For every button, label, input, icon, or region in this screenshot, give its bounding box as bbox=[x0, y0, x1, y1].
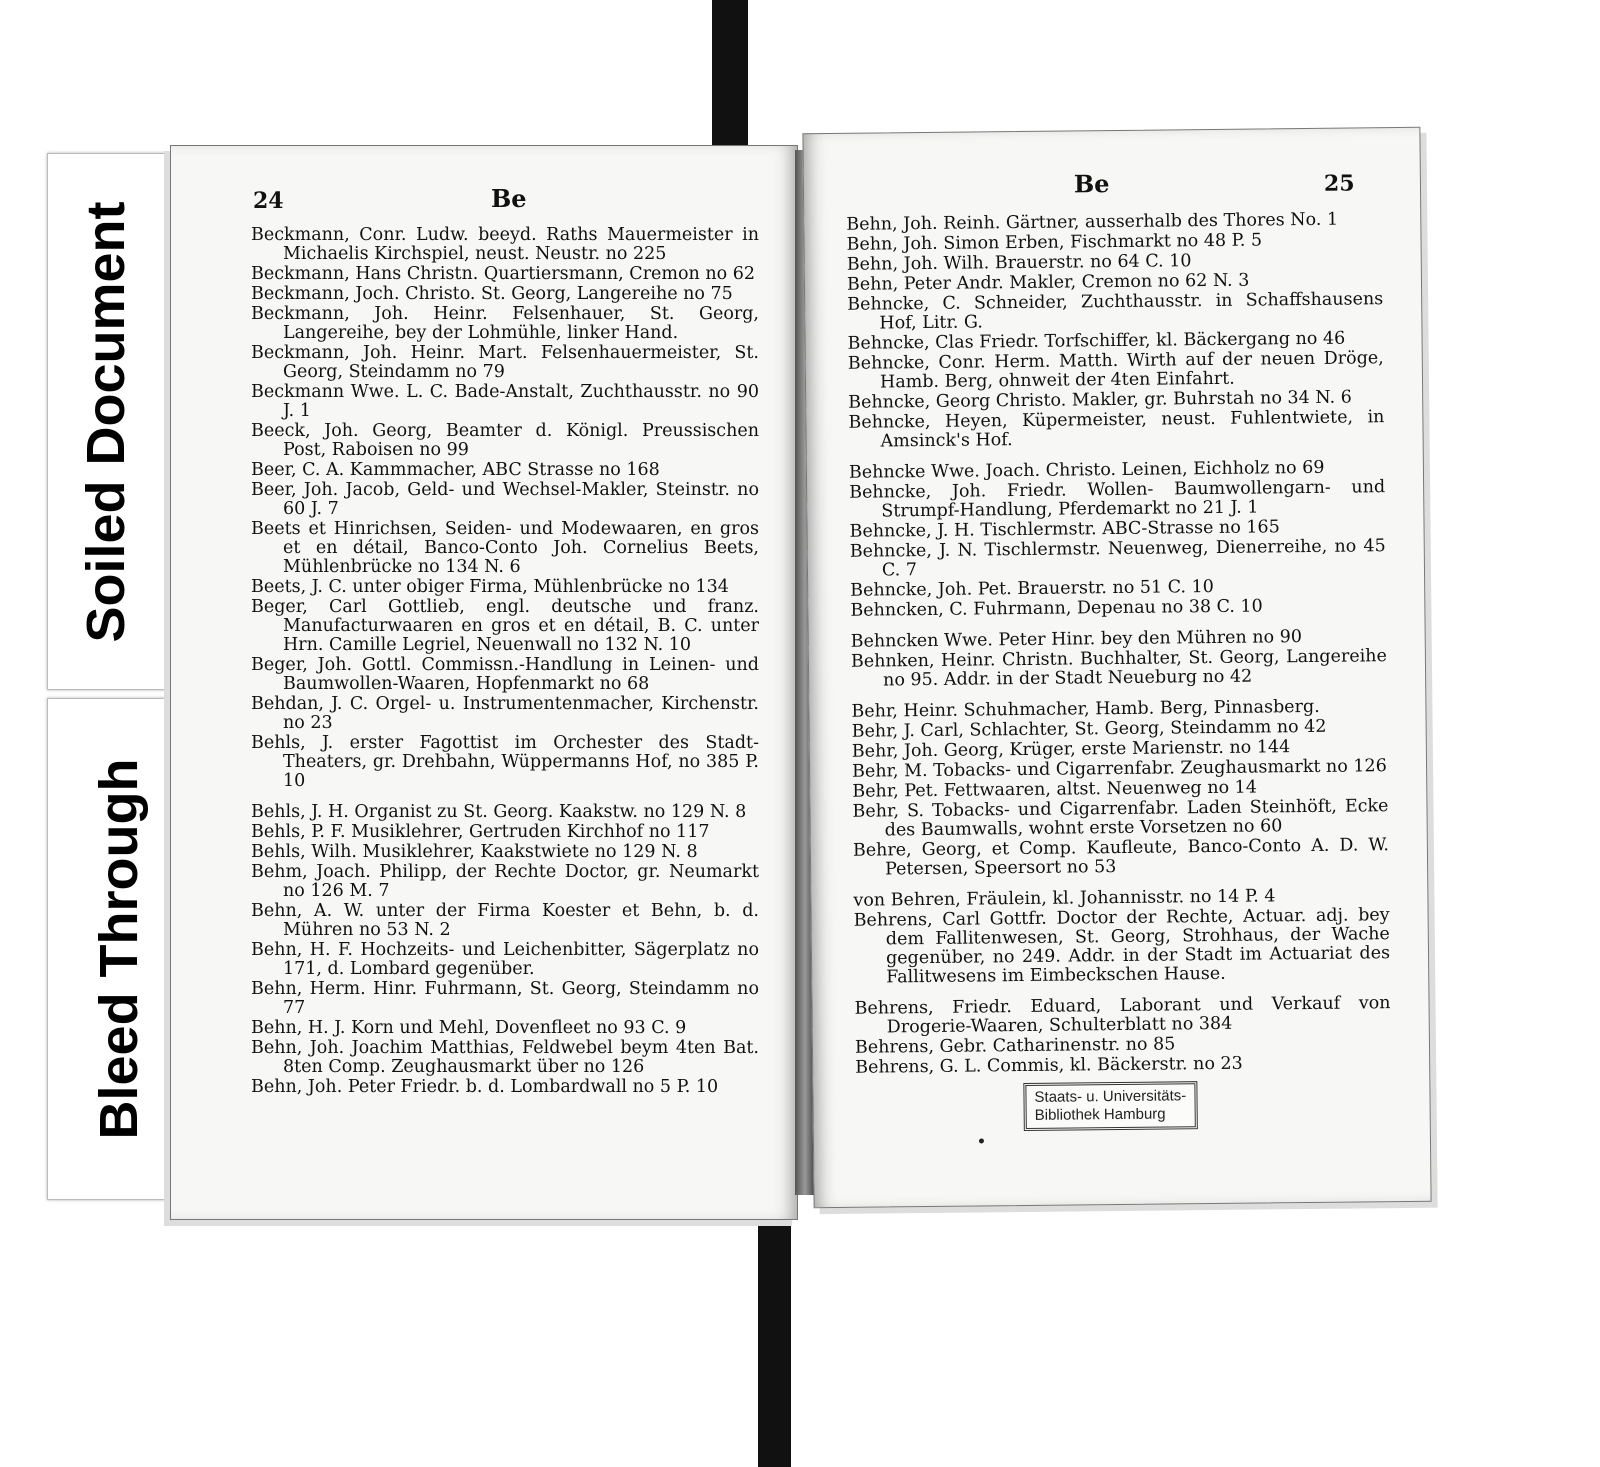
directory-entry: Behre, Georg, et Comp. Kaufleute, Banco-Conto A. D. W. Petersen, Speersort no 53 bbox=[852, 835, 1389, 880]
directory-entry: Beckmann Wwe. L. C. Bade-Anstalt, Zuchthausstr. no 90 J. 1 bbox=[251, 382, 759, 421]
directory-entry: Behls, Wilh. Musiklehrer, Kaakstwiete no 129 N. 8 bbox=[251, 842, 698, 862]
directory-entry: Behncke, J. H. Tischlermstr. ABC-Strasse no 165 bbox=[849, 517, 1280, 542]
left-page-header bbox=[171, 146, 797, 216]
bleed-through-text: Bleed Through bbox=[88, 758, 149, 1140]
directory-entry: Behncken, C. Fuhrmann, Depenau no 38 C. 10 bbox=[850, 596, 1263, 621]
directory-entry: Behls, J. erster Fagottist im Orchester des Stadt-Theaters, gr. Drehbahn, Wüppermanns Hof, no 385 P. 10 bbox=[251, 733, 759, 791]
ink-dot bbox=[979, 1138, 984, 1143]
bleed-through-label bbox=[47, 698, 190, 1200]
directory-entry: Behn, A. W. unter der Firma Koester et Behn, b. d. Mühren no 53 N. 2 bbox=[251, 901, 759, 940]
directory-entry: Behr, J. Carl, Schlachter, St. Georg, Steindamm no 42 bbox=[851, 716, 1327, 742]
left-page bbox=[170, 145, 798, 1220]
directory-entry: Behncke, Clas Friedr. Torfschiffer, kl. Bäckergang no 46 bbox=[847, 328, 1346, 354]
directory-entry: Behn, Herm. Hinr. Fuhrmann, St. Georg, Steindamm no 77 bbox=[251, 979, 759, 1018]
directory-entry: Behncke, Heyen, Küpermeister, neust. Fuhlentwiete, in Amsinck's Hof. bbox=[848, 407, 1385, 452]
directory-entry: Behncke, Joh. Friedr. Wollen- Baumwollengarn- und Strumpf-Handlung, Pferdemarkt no 21 J. 1 bbox=[849, 477, 1386, 522]
binding-strap-top bbox=[712, 0, 748, 150]
right-page-header bbox=[803, 128, 1420, 204]
left-running-head: Be bbox=[491, 184, 527, 213]
directory-entry: Behrens, Gebr. Catharinenstr. no 85 bbox=[854, 1034, 1176, 1058]
directory-entry: Beer, Joh. Jacob, Geld- und Wechsel-Makler, Steinstr. no 60 J. 7 bbox=[251, 480, 759, 519]
directory-entry: Behncke, Conr. Herm. Matth. Wirth auf der neuen Dröge, Hamb. Berg, ohnweit der 4ten Einfahrt. bbox=[847, 348, 1384, 393]
directory-entry: Beets, J. C. unter obiger Firma, Mühlenbrücke no 134 bbox=[251, 577, 729, 597]
directory-entry: Behncke, J. N. Tischlermstr. Neuenweg, Dienerreihe, no 45 C. 7 bbox=[849, 536, 1386, 581]
right-page-number: 25 bbox=[1323, 170, 1355, 197]
directory-entry: von Behren, Fräulein, kl. Johannisstr. no 14 P. 4 bbox=[853, 886, 1276, 911]
directory-entry: Beger, Joh. Gottl. Commissn.-Handlung in Leinen- und Baumwollen-Waaren, Hopfenmarkt no 68 bbox=[251, 655, 759, 694]
directory-entry: Behr, M. Tobacks- und Cigarrenfabr. Zeughausmarkt no 126 bbox=[851, 756, 1387, 782]
directory-entry: Behncken Wwe. Peter Hinr. bey den Mühren no 90 bbox=[850, 627, 1303, 652]
directory-entry: Beckmann, Hans Christn. Quartiersmann, Cremon no 62 bbox=[251, 264, 756, 284]
directory-entry: Beckmann, Joh. Heinr. Mart. Felsenhauermeister, St. Georg, Steindamm no 79 bbox=[251, 343, 759, 382]
directory-entry: Behn, Peter Andr. Makler, Cremon no 62 N. 3 bbox=[846, 270, 1250, 295]
library-stamp bbox=[1023, 1081, 1197, 1131]
directory-entry: Beeck, Joh. Georg, Beamter d. Königl. Preussischen Post, Raboisen no 99 bbox=[251, 421, 759, 460]
directory-entry: Behr, Pet. Fettwaaren, altst. Neuenweg no 14 bbox=[852, 777, 1258, 802]
directory-entry: Behn, Joh. Joachim Matthias, Feldwebel beym 4ten Bat. 8ten Comp. Zeughausmarkt über no 126 bbox=[251, 1038, 759, 1077]
directory-entry: Behrens, G. L. Commis, kl. Bäckerstr. no 23 bbox=[855, 1053, 1243, 1078]
binding-strap-bottom bbox=[758, 1200, 791, 1467]
directory-entry: Beckmann, Conr. Ludw. beeyd. Raths Mauermeister in Michaelis Kirchspiel, neust. Neustr. no 225 bbox=[251, 225, 759, 264]
stamp-line-2: Bibliothek Hamburg bbox=[1034, 1105, 1166, 1124]
directory-entry: Behn, Joh. Wilh. Brauerstr. no 64 C. 10 bbox=[846, 251, 1192, 275]
directory-entry: Behr, S. Tobacks- und Cigarrenfabr. Laden Steinhöft, Ecke des Baumwalls, wohnt erste Vorsetzen no 60 bbox=[852, 796, 1389, 841]
directory-entry: Beckmann, Joch. Christo. St. Georg, Langereihe no 75 bbox=[251, 284, 733, 304]
directory-entry: Behm, Joach. Philipp, der Rechte Doctor, gr. Neumarkt no 126 M. 7 bbox=[251, 862, 759, 901]
directory-entry: Behncke, Joh. Pet. Brauerstr. no 51 C. 10 bbox=[850, 576, 1214, 601]
directory-entry: Beer, C. A. Kammmacher, ABC Strasse no 168 bbox=[251, 460, 660, 480]
directory-entry: Beets et Hinrichsen, Seiden- und Modewaaren, en gros et en détail, Banco-Conto Joh. Cornelius Beets, Mühlenbrücke no 134 N. 6 bbox=[251, 519, 759, 577]
directory-entry: Behr, Joh. Georg, Krüger, erste Marienstr. no 144 bbox=[851, 737, 1291, 762]
directory-entry: Behls, J. H. Organist zu St. Georg. Kaakstw. no 129 N. 8 bbox=[251, 802, 747, 822]
directory-entry: Behncke Wwe. Joach. Christo. Leinen, Eichholz no 69 bbox=[848, 457, 1325, 483]
soiled-document-label bbox=[47, 153, 165, 690]
left-entry-list bbox=[251, 226, 759, 1098]
directory-entry: Behn, Joh. Simon Erben, Fischmarkt no 48 P. 5 bbox=[846, 230, 1263, 255]
directory-entry: Behrens, Friedr. Eduard, Laborant und Verkauf von Drogerie-Waaren, Schulterblatt no 384 bbox=[854, 993, 1391, 1038]
directory-entry: Behncke, C. Schneider, Zuchthausstr. in Schaffshausens Hof, Litr. G. bbox=[847, 289, 1384, 334]
directory-entry: Beckmann, Joh. Heinr. Felsenhauer, St. Georg, Langereihe, bey der Lohmühle, linker Hand. bbox=[251, 304, 759, 343]
directory-entry: Behn, Joh. Peter Friedr. b. d. Lombardwall no 5 P. 10 bbox=[251, 1077, 719, 1097]
directory-entry: Behr, Heinr. Schuhmacher, Hamb. Berg, Pinnasberg. bbox=[851, 696, 1320, 722]
directory-entry: Beger, Carl Gottlieb, engl. deutsche und franz. Manufacturwaaren en gros et en détail, B. C. unter Hrn. Camille Legriel, Neuenwall no 132 N. 10 bbox=[251, 597, 759, 655]
right-entry-list bbox=[846, 210, 1391, 1079]
stamp-line-1: Staats- u. Universitäts- bbox=[1034, 1087, 1187, 1106]
directory-entry: Behnken, Heinr. Christn. Buchhalter, St. Georg, Langereihe no 95. Addr. in der Stadt Neueburg no 42 bbox=[850, 646, 1388, 691]
right-page bbox=[802, 127, 1431, 1208]
directory-entry: Behn, H. J. Korn und Mehl, Dovenfleet no 93 C. 9 bbox=[251, 1018, 687, 1038]
left-page-number: 24 bbox=[253, 188, 284, 214]
right-running-head: Be bbox=[1073, 169, 1110, 199]
directory-entry: Behdan, J. C. Orgel- u. Instrumentenmacher, Kirchenstr. no 23 bbox=[251, 694, 759, 733]
directory-entry: Behn, Joh. Reinh. Gärtner, ausserhalb des Thores No. 1 bbox=[846, 209, 1339, 235]
directory-entry: Behls, P. F. Musiklehrer, Gertruden Kirchhof no 117 bbox=[251, 822, 710, 842]
soiled-document-text: Soiled Document bbox=[76, 200, 136, 643]
directory-entry: Behn, H. F. Hochzeits- und Leichenbitter, Sägerplatz no 171, d. Lombard gegenüber. bbox=[251, 940, 759, 979]
directory-entry: Behrens, Carl Gottfr. Doctor der Rechte, Actuar. adj. bey dem Fallitenwesen, St. Georg, Strohhaus, der Wache gegenüber, no 249. Addr. in der Stadt im Actuariat des Fallitwesens im Eimbeckschen Hause. bbox=[853, 905, 1391, 988]
directory-entry: Behncke, Georg Christo. Makler, gr. Buhrstah no 34 N. 6 bbox=[848, 387, 1352, 413]
